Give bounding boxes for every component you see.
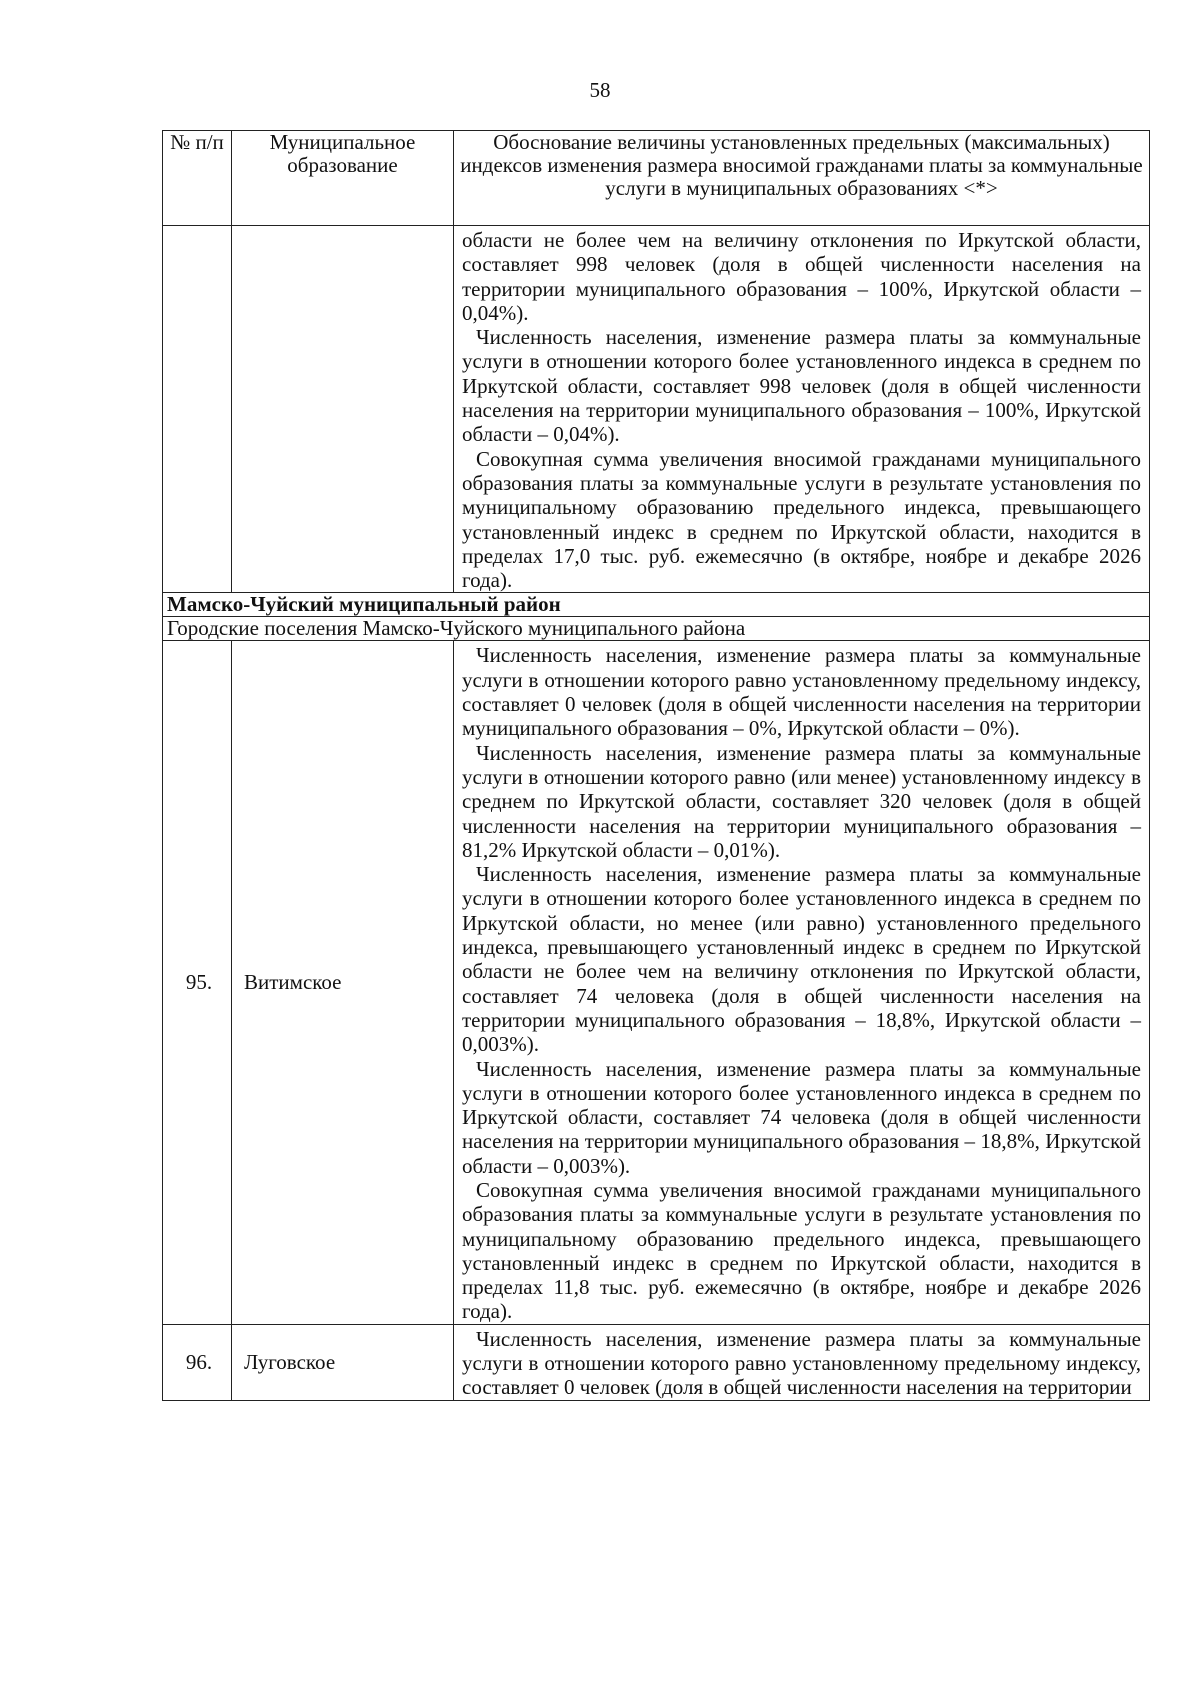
continuation-paragraph: Совокупная сумма увеличения вносимой гражданами муниципального образования платы за коммунальные услуги в результате установления по муниципальному образованию предельного индекса, превышающего установленный индекс в среднем по Иркутской области, находится в пределах 17,0 тыс. руб. ежемесячно (в октябре, ноябре и декабре 2026 года). bbox=[462, 446, 1141, 593]
district-row bbox=[163, 593, 1150, 617]
continuation-num-cell bbox=[163, 226, 232, 593]
continuation-paragraph: Численность населения, изменение размера платы за коммунальные услуги в отношении которого более установленного индекса в среднем по Иркутской области, составляет 998 человек (доля в общей численности населения на территории муниципального образования – 100%, Иркутской области – 0,04%). bbox=[462, 325, 1141, 447]
continuation-row bbox=[163, 226, 1150, 593]
row-number: 95. bbox=[163, 641, 232, 1324]
justification-text-cell bbox=[454, 641, 1150, 1324]
justification-paragraph: Численность населения, изменение размера платы за коммунальные услуги в отношении которого равно (или менее) установленному индексу в среднем по Иркутской области, составляет 320 человек (доля в общей численности населения на территории муниципального образования – 81,2% Иркутской области – 0,01%). bbox=[462, 740, 1141, 862]
justification-paragraph: Численность населения, изменение размера платы за коммунальные услуги в отношении которого более установленного индекса в среднем по Иркутской области, но менее (или равно) установленного предельного индекса, превышающего установленный индекс в среднем по Иркутской области не более чем на величину отклонения по Иркутской области, составляет 74 человека (доля в общей численности населения на территории муниципального образования – 18,8%, Иркутской области – 0,003%). bbox=[462, 862, 1141, 1057]
municipality-name: Луговское bbox=[232, 1324, 454, 1400]
municipality-name: Витимское bbox=[232, 641, 454, 1324]
row-number: 96. bbox=[163, 1324, 232, 1400]
justification-paragraph: Совокупная сумма увеличения вносимой гражданами муниципального образования платы за коммунальные услуги в результате установления по муниципальному образованию предельного индекса, превышающего установленный индекс в среднем по Иркутской области, находится в пределах 11,8 тыс. руб. ежемесячно (в октябре, ноябре и декабре 2026 года). bbox=[462, 1177, 1141, 1324]
header-municipality: Муниципальное образование bbox=[232, 131, 454, 226]
table-row bbox=[163, 1324, 1150, 1400]
header-justification: Обоснование величины установленных предельных (максимальных) индексов изменения размера вносимой гражданами платы за коммунальные услуги в муниципальных образованиях <*> bbox=[454, 131, 1150, 226]
continuation-text-cell bbox=[454, 226, 1150, 593]
continuation-paragraph: области не более чем на величину отклонения по Иркутской области, составляет 998 человек (доля в общей численности населения на территории муниципального образования – 100%, Иркутской области – 0,04%). bbox=[462, 228, 1141, 325]
justification-paragraph: Численность населения, изменение размера платы за коммунальные услуги в отношении которого равно установленному предельному индексу, составляет 0 человек (доля в общей численности населения на территории bbox=[462, 1326, 1141, 1400]
table-row bbox=[163, 641, 1150, 1324]
table-header-row bbox=[163, 131, 1150, 226]
justification-paragraph: Численность населения, изменение размера платы за коммунальные услуги в отношении которого равно установленному предельному индексу, составляет 0 человек (доля в общей численности населения на территории муниципального образования – 0%, Иркутской области – 0%). bbox=[462, 643, 1141, 741]
settlements-title: Городские поселения Мамско-Чуйского муниципального района bbox=[163, 617, 1150, 641]
continuation-name-cell bbox=[232, 226, 454, 593]
settlements-row bbox=[163, 617, 1150, 641]
justification-text-cell bbox=[454, 1324, 1150, 1400]
header-num: № п/п bbox=[163, 131, 232, 226]
page-number: 58 bbox=[589, 78, 611, 102]
justification-paragraph: Численность населения, изменение размера платы за коммунальные услуги в отношении которого более установленного индекса в среднем по Иркутской области, составляет 74 человека (доля в общей численности населения на территории муниципального образования – 18,8%, Иркутской области – 0,003%). bbox=[462, 1056, 1141, 1178]
justification-table bbox=[162, 130, 1150, 1401]
district-title: Мамско-Чуйский муниципальный район bbox=[163, 593, 1150, 617]
